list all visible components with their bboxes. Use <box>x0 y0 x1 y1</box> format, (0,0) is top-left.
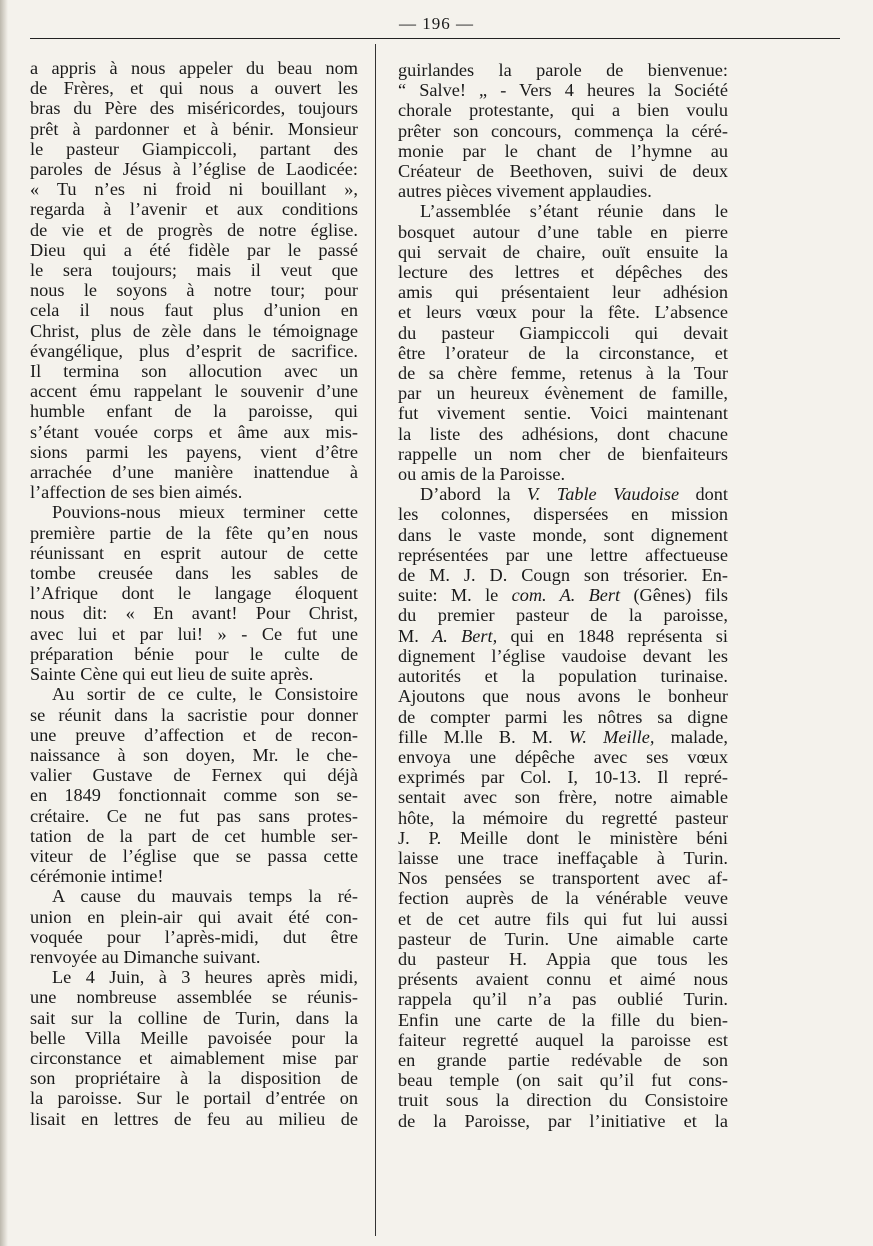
text-line: avec lui et par lui! » - Ce fut une <box>30 623 358 644</box>
text-line: Pouvions-nous mieux terminer cette <box>52 502 358 523</box>
text-line <box>398 1090 728 1110</box>
text-run: suite: M. le <box>398 585 512 606</box>
text-line: a appris à nous appeler du beau nom <box>30 58 358 78</box>
text-line <box>398 707 728 727</box>
text-run: “ Salve! „ - Vers 4 heures la Société <box>398 80 728 101</box>
text-run: de la Paroisse, par l’initiative et la <box>398 1110 728 1131</box>
text-run: laisse une trace ineffaçable à Turin. <box>398 847 728 868</box>
text-line: cela il nous faut plus d’union en <box>30 300 358 321</box>
text-line: sait sur la colline de Turin, dans la <box>30 1007 358 1028</box>
text-run: D’abord la <box>420 484 527 505</box>
text-run: exprimés par Col. I, 10-13. Il repré- <box>398 767 728 788</box>
text-run: envoya une dépêche avec ses vœux <box>398 746 728 767</box>
text-line <box>398 989 728 1009</box>
text-run: en grande partie redévable de son <box>398 1049 728 1070</box>
text-line: en 1849 fonctionnait comme son se- <box>30 785 358 806</box>
text-line <box>398 585 728 605</box>
text-line <box>398 1070 728 1090</box>
text-line <box>398 1010 728 1030</box>
text-run: autorités et la population turinaise. <box>398 666 728 687</box>
text-line <box>398 969 728 989</box>
text-line <box>398 282 728 302</box>
text-line <box>398 787 728 807</box>
text-line <box>398 444 728 464</box>
text-line <box>398 888 728 908</box>
text-run: pasteur de Turin. Une aimable carte <box>398 928 728 949</box>
text-run: et de cet autre fils qui fut lui aussi <box>398 908 728 929</box>
text-line: réunissant en esprit autour de cette <box>30 542 358 563</box>
text-line <box>398 1030 728 1050</box>
text-line <box>398 363 728 383</box>
text-line: l’Afrique dont le langage éloquent <box>30 583 358 604</box>
text-run: de sa chère femme, retenus à la Tour <box>398 363 728 384</box>
text-line: voquée pour l’après-midi, dut être <box>30 926 358 947</box>
text-line <box>398 343 728 363</box>
text-run: Ajoutons que nous avons le bonheur <box>398 686 728 707</box>
text-line: viteur de l’église que se passa cette <box>30 845 358 866</box>
text-run: les colonnes, dispersées en mission <box>398 504 728 525</box>
text-run: monie par le chant de l’hymne au <box>398 140 728 161</box>
text-run: sentait avec son frère, notre aimable <box>398 787 728 808</box>
text-line <box>398 545 728 565</box>
text-line: prêt à pardonner et à bénir. Monsieur <box>30 118 358 139</box>
page-number: — 196 — <box>399 14 474 33</box>
text-run: Enfin une carte de la fille du bien- <box>398 1009 728 1030</box>
text-line: accent ému rappelant le souvenir d’une <box>30 381 358 402</box>
text-run: de M. J. D. Cougn son trésorier. En- <box>398 565 728 586</box>
text-line: Dieu qui a été fidèle par le passé <box>30 239 358 260</box>
text-line <box>398 121 728 141</box>
text-line <box>398 464 728 484</box>
italic-text-run: A. Bert, <box>432 625 498 646</box>
text-line <box>398 100 728 120</box>
italic-text-run: com. A. Bert <box>511 585 621 606</box>
text-line: bras du Père des miséricordes, toujours <box>30 98 358 119</box>
text-run: du premier pasteur de la paroisse, <box>398 605 728 626</box>
text-run: Nos pensées se transportent avec af- <box>398 868 728 889</box>
text-run: hôte, la mémoire du regretté pasteur <box>398 807 728 828</box>
text-line: « Tu n’es ni froid ni bouillant », <box>30 179 358 200</box>
text-line: nous le soyons à notre tour; pour <box>30 280 358 301</box>
text-line: regarda à l’avenir et aux conditions <box>30 199 358 220</box>
text-line: de Frères, et qui nous a ouvert les <box>30 78 358 99</box>
text-run: dignement l’église vaudoise devant les <box>398 645 728 666</box>
text-line <box>398 201 728 221</box>
text-line <box>398 383 728 403</box>
text-run: fection auprès de la vénérable veuve <box>398 888 728 909</box>
text-line: préparation bénie pour le culte de <box>30 643 358 664</box>
text-line: tombe creusée dans les sables de <box>30 563 358 584</box>
text-line <box>398 525 728 545</box>
text-line: une nombreuse assemblée se réunis- <box>30 987 358 1008</box>
text-line: Au sortir de ce culte, le Consistoire <box>52 684 358 705</box>
text-line: se réunit dans la sacristie pour donner <box>30 704 358 725</box>
text-line <box>398 80 728 100</box>
text-line <box>398 727 728 747</box>
text-line: crétaire. Ce ne fut pas sans protes- <box>30 805 358 826</box>
text-run: lecture des lettres et dépêches des <box>398 262 728 283</box>
text-line: première partie de la fête qu’en nous <box>30 522 358 543</box>
text-run: être l’orateur de la circonstance, et <box>398 342 728 363</box>
text-run: bosquet autour d’une table en pierre <box>398 221 728 242</box>
text-run: par un heureux évènement de famille, <box>398 383 728 404</box>
text-run: guirlandes la parole de bienvenue: <box>398 60 728 80</box>
text-run: L’assemblée s’étant réunie dans le <box>420 201 728 222</box>
text-line <box>398 222 728 242</box>
text-line <box>398 484 728 504</box>
text-line <box>398 828 728 848</box>
text-run: la liste des adhésions, dont chacune <box>398 423 728 444</box>
text-run: rappela qu’il n’a pas oublié Turin. <box>398 989 728 1010</box>
text-line: Christ, plus de zèle dans le témoignage <box>30 320 358 341</box>
text-line <box>398 848 728 868</box>
text-line: circonstance et aimablement mise par <box>30 1047 358 1068</box>
text-run: M. <box>398 625 433 646</box>
text-line <box>398 646 728 666</box>
text-run: (Gênes) fils <box>620 585 728 606</box>
text-run: truit sous la direction du Consistoire <box>398 1090 728 1111</box>
text-line <box>398 504 728 524</box>
text-line <box>398 323 728 343</box>
text-line: une preuve d’affection et de recon- <box>30 724 358 745</box>
text-run: J. P. Meille dont le ministère béni <box>398 827 728 848</box>
text-line: tation de la part de cet humble ser- <box>30 825 358 846</box>
text-run: du pasteur H. Appia que tous les <box>398 948 728 969</box>
header-rule <box>30 38 840 39</box>
text-run: fille M.lle B. M. <box>398 726 569 747</box>
text-line <box>398 1050 728 1070</box>
text-run: qui en 1848 représenta si <box>497 625 728 646</box>
text-line: lisait en lettres de feu au milieu de <box>30 1108 358 1129</box>
italic-text-run: V. Table Vaudoise <box>526 484 680 505</box>
column-divider <box>375 44 376 1236</box>
text-line <box>398 666 728 686</box>
text-line: Sainte Cène qui eut lieu de suite après. <box>30 664 314 685</box>
text-run: dont <box>679 484 728 505</box>
right-text-column <box>398 60 728 1131</box>
italic-text-run: W. Meille, <box>568 726 655 747</box>
text-line <box>398 929 728 949</box>
text-line <box>398 686 728 706</box>
left-text-column <box>30 58 358 1129</box>
text-run: ou amis de la Paroisse. <box>398 464 566 485</box>
text-line: Le 4 Juin, à 3 heures après midi, <box>52 967 358 988</box>
text-line <box>398 808 728 828</box>
text-line: nous dit: « En avant! Pour Christ, <box>30 603 358 624</box>
text-run: chorale protestante, qui a bien voulu <box>398 100 728 121</box>
text-line <box>398 909 728 929</box>
text-line: son propriétaire à la disposition de <box>30 1068 358 1089</box>
text-line: belle Villa Meille pavoisée pour la <box>30 1027 358 1048</box>
text-line: le pasteur Giampiccoli, partant des <box>30 138 358 159</box>
text-run: présents avaient connu et aimé nous <box>398 969 728 990</box>
text-line <box>398 181 728 201</box>
text-line <box>398 565 728 585</box>
text-line: arrachée d’une manière inattendue à <box>30 462 358 483</box>
text-run: faiteur regretté auquel la paroisse est <box>398 1029 728 1050</box>
text-run: représentées par une lettre affectueuse <box>398 544 728 565</box>
text-line: sions parmi les payens, vient d’être <box>30 441 358 462</box>
text-line: A cause du mauvais temps la ré- <box>52 886 358 907</box>
text-line: la paroisse. Sur le portail d’entrée on <box>30 1088 358 1109</box>
text-line <box>398 403 728 423</box>
text-run: de compter parmi les nôtres sa digne <box>398 706 728 727</box>
text-line <box>398 626 728 646</box>
text-line: cérémonie intime! <box>30 866 164 887</box>
text-line: s’étant vouée corps et âme aux mis- <box>30 421 358 442</box>
text-run: autres pièces vivement applaudies. <box>398 181 652 202</box>
text-run: qui servait de chaire, ouït ensuite la <box>398 241 728 262</box>
text-line <box>398 747 728 767</box>
text-run: dans le vaste monde, sont dignement <box>398 524 728 545</box>
text-line <box>398 767 728 787</box>
text-line: union en plein-air qui avait été con- <box>30 906 358 927</box>
text-line <box>398 949 728 969</box>
text-line: naissance à son doyen, Mr. le che- <box>30 744 358 765</box>
text-line: valier Gustave de Fernex qui déjà <box>30 765 358 786</box>
text-line <box>398 60 728 80</box>
text-run: Créateur de Beethoven, suivi de deux <box>398 161 728 182</box>
text-line: l’affection de ses bien aimés. <box>30 482 243 503</box>
text-line <box>398 161 728 181</box>
text-line: le sera toujours; mais il veut que <box>30 260 358 281</box>
text-run: du pasteur Giampiccoli qui devait <box>398 322 728 343</box>
text-run: fut vivement sentie. Voici maintenant <box>398 403 728 424</box>
text-line <box>398 424 728 444</box>
text-run: rappelle un nom cher de bienfaiteurs <box>398 443 728 464</box>
text-run: malade, <box>654 726 728 747</box>
text-line <box>398 605 728 625</box>
text-line <box>398 302 728 322</box>
text-line <box>398 242 728 262</box>
text-run: amis qui présentaient leur adhésion <box>398 282 728 303</box>
text-line: de vie et de progrès de notre église. <box>30 219 358 240</box>
text-line <box>398 262 728 282</box>
text-run: beau temple (on sait qu’il fut cons- <box>398 1070 728 1091</box>
text-line <box>398 1111 728 1131</box>
text-line: paroles de Jésus à l’église de Laodicée: <box>30 159 358 180</box>
text-run: et leurs vœux pour la fête. L’absence <box>398 302 728 323</box>
text-run: prêter son concours, commença la céré- <box>398 120 728 141</box>
text-line <box>398 141 728 161</box>
text-line: humble enfant de la paroisse, qui <box>30 401 358 422</box>
text-line: Il termina son allocution avec un <box>30 361 358 382</box>
text-line <box>398 868 728 888</box>
text-line: renvoyée au Dimanche suivant. <box>30 946 261 967</box>
text-line: évangélique, plus d’esprit de sacrifice. <box>30 340 358 361</box>
scan-edge-shadow <box>0 0 8 1246</box>
